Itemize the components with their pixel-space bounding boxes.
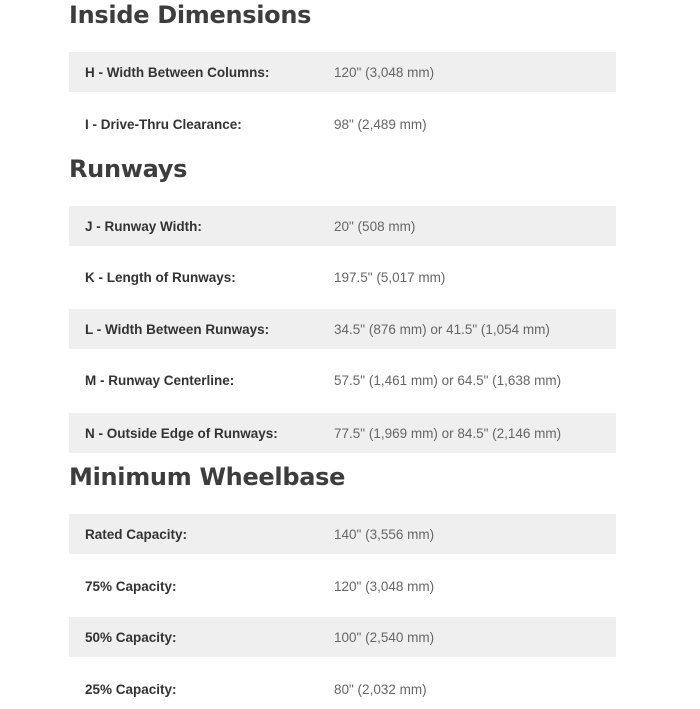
spec-label: L - Width Between Runways: (85, 321, 270, 337)
spec-value: 197.5" (5,017 mm) (334, 269, 446, 285)
spec-value: 98" (2,489 mm) (334, 116, 427, 132)
spec-label: M - Runway Centerline: (85, 372, 235, 388)
spec-value: 120" (3,048 mm) (334, 64, 435, 80)
spec-row-rated-capacity (69, 514, 616, 554)
spec-row-50-capacity (69, 617, 616, 657)
spec-row-runway-width (69, 206, 616, 246)
spec-label: 50% Capacity: (85, 629, 177, 645)
spec-row-75-capacity (69, 566, 616, 606)
spec-label: N - Outside Edge of Runways: (85, 425, 278, 441)
spec-value: 120" (3,048 mm) (334, 578, 435, 594)
spec-label: 25% Capacity: (85, 681, 177, 697)
section-title-minimum-wheelbase: Minimum Wheelbase (69, 463, 346, 491)
spec-label: H - Width Between Columns: (85, 64, 270, 80)
spec-label: 75% Capacity: (85, 578, 177, 594)
spec-value: 140" (3,556 mm) (334, 526, 435, 542)
spec-label: K - Length of Runways: (85, 269, 236, 285)
spec-row-25-capacity (69, 669, 616, 709)
spec-label: Rated Capacity: (85, 526, 188, 542)
spec-value: 34.5" (876 mm) or 41.5" (1,054 mm) (334, 321, 550, 337)
spec-value: 77.5" (1,969 mm) or 84.5" (2,146 mm) (334, 425, 562, 441)
spec-row-outside-edge-of-runways (69, 413, 616, 453)
spec-row-length-of-runways (69, 257, 616, 297)
spec-value: 20" (508 mm) (334, 218, 416, 234)
section-title-inside-dimensions: Inside Dimensions (69, 1, 312, 29)
spec-value: 80" (2,032 mm) (334, 681, 427, 697)
spec-label: I - Drive-Thru Clearance: (85, 116, 242, 132)
spec-value: 57.5" (1,461 mm) or 64.5" (1,638 mm) (334, 372, 562, 388)
spec-row-runway-centerline (69, 360, 616, 400)
spec-value: 100" (2,540 mm) (334, 629, 435, 645)
spec-row-drive-thru-clearance (69, 104, 616, 144)
spec-label: J - Runway Width: (85, 218, 202, 234)
section-title-runways: Runways (69, 155, 188, 183)
spec-row-width-between-columns (69, 52, 616, 92)
spec-row-width-between-runways (69, 309, 616, 349)
